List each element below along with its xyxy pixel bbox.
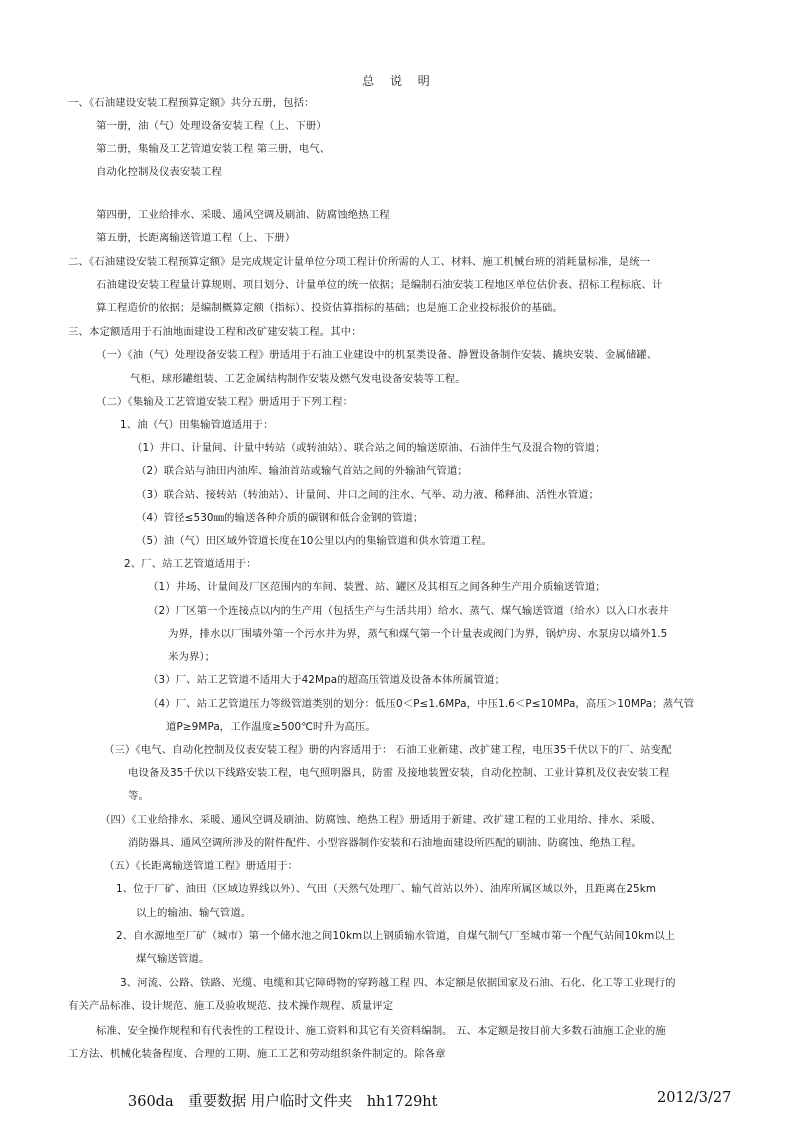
text-line: （2）联合站与油田内油库、输油首站或输气首站之间的外输油气管道；	[136, 465, 468, 477]
text-line: 第一册，油（气）处理设备安装工程（上、下册）	[96, 120, 327, 132]
text-line: 3、河流、公路、铁路、光缆、电缆和其它障碍物的穿跨越工程 四、本定额是依据国家及石油、石化、化工等工业现行的	[120, 977, 676, 989]
text-line: 以上的输油、输气管道。	[136, 907, 252, 919]
text-line: （4）管径≤530㎜的输送各种介质的碳钢和低合金钢的管道；	[136, 512, 424, 524]
text-line: （1）井场、计量间及厂区范围内的车间、装置、站、罐区及其相互之间各种生产用介质输送管道；	[148, 581, 606, 593]
text-line: （4）厂、站工艺管道压力等级管道类别的划分：低压0＜P≤1.6MPa，中压1.6＜P≤10MPa，高压＞10MPa；蒸气管	[148, 698, 695, 710]
text-line: 第五册，长距离输送管道工程（上、下册）	[96, 232, 296, 244]
text-line: （一）《油（气）处理设备安装工程》册适用于石油工业建设中的机泵类设备、静置设备制作安装、撬块安装、金属储罐、	[96, 349, 658, 361]
text-line: （1）井口、计量间、计量中转站（或转油站）、联合站之间的输送原油、石油伴生气及混合物的管道；	[132, 442, 606, 454]
text-line: （三）《电气、自动化控制及仪表安装工程》册的内容适用于： 石油工业新建、改扩建工程，电压35千伏以下的厂、站变配	[104, 744, 672, 756]
text-line: 2、自水源地至厂矿（城市）第一个储水池之间10km以上钢质输水管道，自煤气制气厂至城市第一个配气站间10km以上	[116, 930, 676, 942]
text-line: 石油建设安装工程量计算规则、项目划分、计量单位的统一依据；是编制石油安装工程地区单位估价表、招标工程标底、计	[96, 279, 663, 291]
footer-date: 2012/3/27	[657, 1090, 732, 1106]
text-line: 算工程造价的依据；是编制概算定额（指标）、投资估算指标的基础；也是施工企业投标报价的基础。	[96, 302, 563, 314]
text-line: （四）《工业给排水、采暖、通风空调及刷油、防腐蚀、绝热工程》册适用于新建、改扩建工程的工业用给、排水、采暖、	[100, 814, 662, 826]
text-line: 消防器具、通风空调所涉及的附件配件、小型容器制作安装和石油地面建设所匹配的刷油、防腐蚀、绝热工程。	[128, 837, 643, 849]
text-line: （5）油（气）田区域外管道长度在10公里以内的集输管道和供水管道工程。	[136, 535, 492, 547]
text-line: （五）《长距离输送管道工程》册适用于：	[104, 860, 299, 872]
text-line: 煤气输送管道。	[136, 953, 210, 965]
text-line: 二、《石油建设安装工程预算定额》是完成规定计量单位分项工程计价所需的人工、材料、施工机械台班的消耗量标准，是统一	[68, 256, 651, 268]
footer-left-text: 360da 重要数据 用户临时文件夹 hh1729ht	[128, 1094, 438, 1110]
text-line: 等。	[128, 790, 149, 802]
text-line: 为界，排水以厂围墙外第一个污水井为界，蒸气和煤气第一个计量表或阀门为界，锅炉房、水泵房以墙外1.5	[168, 628, 668, 640]
text-line: 工方法、机械化装备程度、合理的工期、施工工艺和劳动组织条件制定的。除各章	[68, 1048, 446, 1060]
text-line: 电设备及35千伏以下线路安装工程，电气照明器具，防雷 及接地装置安装，自动化控制、工业计算机及仪表安装工程	[128, 767, 670, 779]
text-line: （3）联合站、接转站（转油站）、计量间、井口之间的注水、气举、动力液、稀释油、活性水管道；	[136, 489, 600, 501]
text-line: 道P≥9MPa，工作温度≥500℃时升为高压。	[166, 721, 376, 733]
text-line: （3）厂、站工艺管道不适用大于42Mpa的超高压管道及设备本体所属管道；	[148, 674, 506, 686]
text-line: 第二册，集输及工艺管道安装工程 第三册，电气、	[96, 143, 331, 155]
text-line: 标准、安全操作规程和有代表性的工程设计、施工资料和其它有关资料编制。 五、本定额是按目前大多数石油施工企业的施	[96, 1025, 666, 1037]
document-title: 总 说 明	[362, 74, 436, 88]
text-line: 米为界）；	[168, 651, 216, 663]
text-line: （2）厂区第一个连接点以内的生产用（包括生产与生活共用）给水、蒸气、煤气输送管道（给水）以入口水表井	[148, 605, 669, 617]
text-line: 三、本定额适用于石油地面建设工程和改矿建安装工程。其中：	[68, 326, 362, 338]
text-line: 自动化控制及仪表安装工程	[96, 166, 222, 178]
text-line: 气柜、球形罐组装、工艺金属结构制作安装及燃气发电设备安装等工程。	[130, 373, 466, 385]
text-line: 2、厂、站工艺管道适用于：	[124, 558, 257, 570]
text-line: 有关产品标准、设计规范、施工及验收规范、技术操作规程、质量评定	[68, 1000, 394, 1012]
text-line: 1、油（气）田集输管道适用于：	[120, 419, 274, 431]
text-line: 第四册，工业给排水、采暖、通风空调及刷油、防腐蚀绝热工程	[96, 209, 390, 221]
text-line: （二）《集输及工艺管道安装工程》册适用于下列工程：	[96, 396, 354, 408]
text-line: 1、位于厂矿、油田（区域边界线以外）、气田（天然气处理厂、输气首站以外）、油库所属区域以外，且距离在25km	[116, 883, 657, 895]
text-line: 一、《石油建设安装工程预算定额》共分五册，包括：	[68, 97, 315, 109]
